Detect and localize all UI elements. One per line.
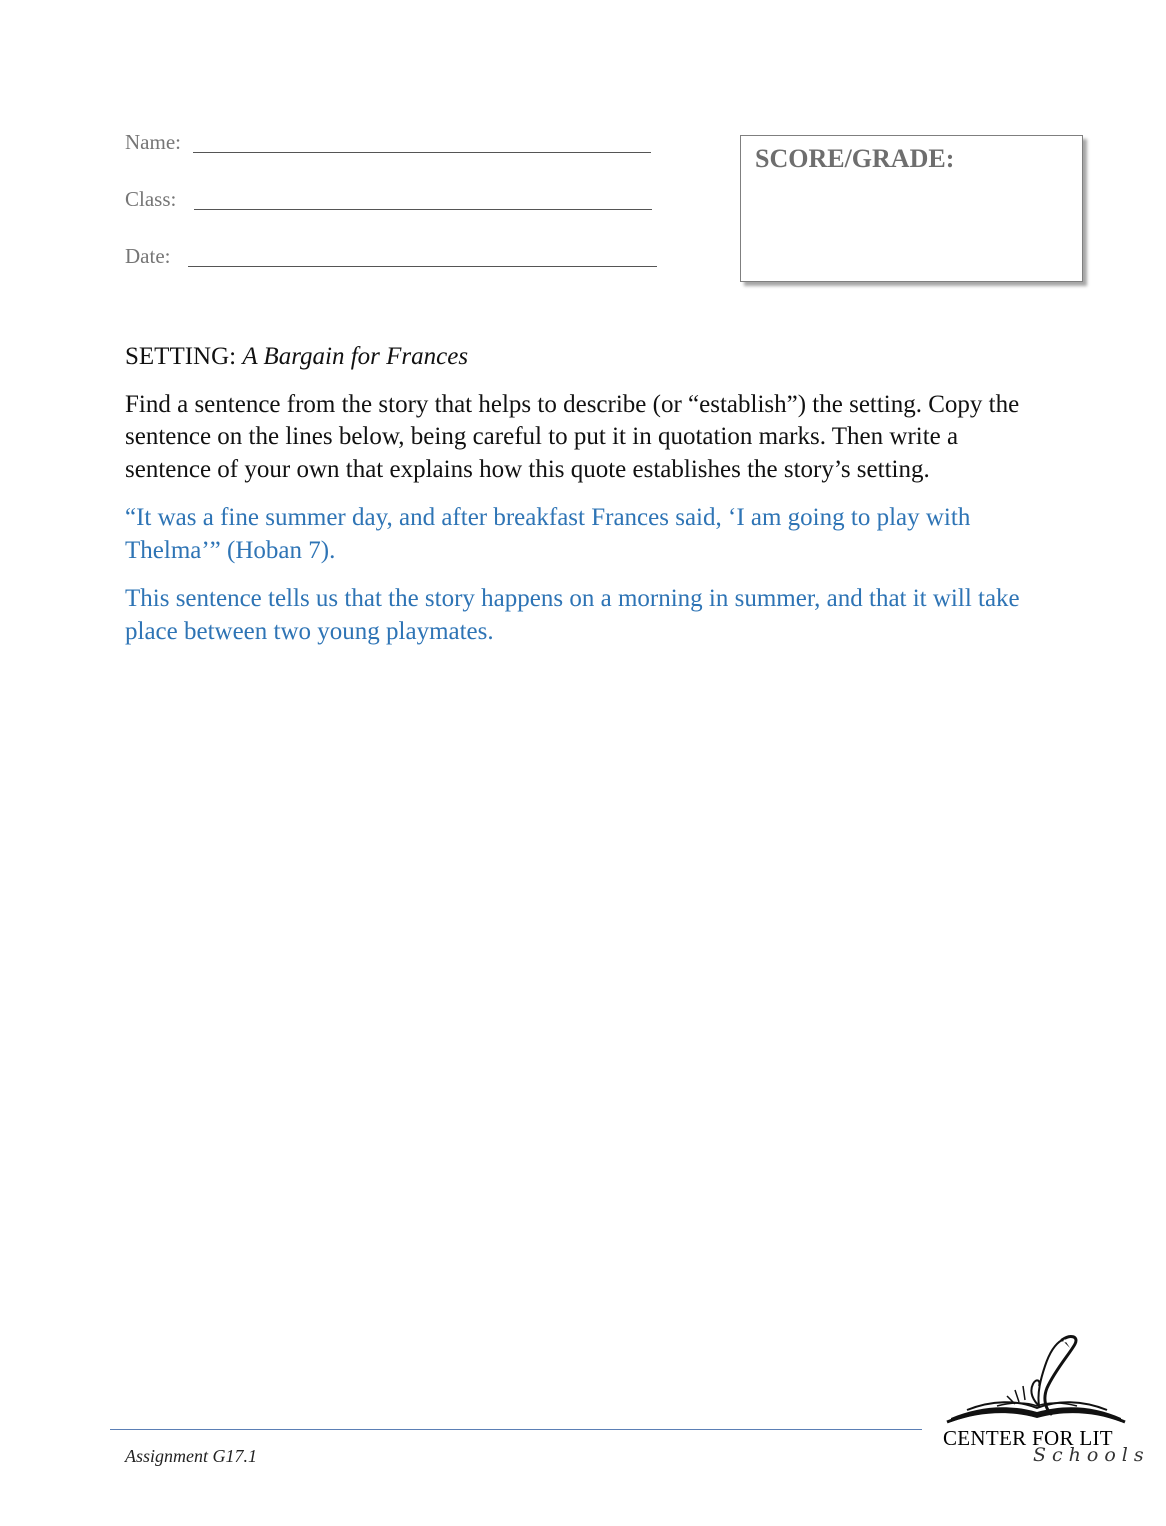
class-line[interactable] [194,209,652,210]
explanation-answer: This sentence tells us that the story happens on a morning in summer, and that it will take place between two young playmates. [125,585,1020,645]
score-grade-box [740,135,1083,282]
date-field[interactable] [125,244,170,269]
score-grade-label: SCORE/GRADE: [755,144,955,173]
setting-label: SETTING: [125,343,237,370]
class-field[interactable] [125,187,176,212]
name-line[interactable] [193,152,651,153]
date-label: Date: [125,244,171,268]
name-label: Name: [125,130,181,154]
quote-answer: “It was a fine summer day, and after breakfast Frances said, ‘I am going to play with Thelma’” (Hoban 7). [125,504,971,564]
date-line[interactable] [188,266,657,267]
footer-divider [110,1429,922,1430]
setting-heading [125,341,1025,374]
logo-title: CENTER FOR LIT [943,1426,1113,1450]
assignment-content [125,341,1025,664]
pelican-book-icon [937,1330,1137,1430]
book-title: A Bargain for Frances [242,343,469,370]
class-label: Class: [125,187,177,211]
center-for-lit-logo [937,1330,1150,1480]
name-field[interactable] [125,130,181,155]
assignment-id: Assignment G17.1 [125,1446,257,1466]
instructions-paragraph: Find a sentence from the story that helps to describe (or “establish”) the setting. Copy the sentence on the lines below, being careful to put it in quotation marks. Then write a sentence of your own that explains how this quote establishes the story’s setting. [125,390,1020,483]
logo-subtitle: Schools [1033,1444,1150,1466]
